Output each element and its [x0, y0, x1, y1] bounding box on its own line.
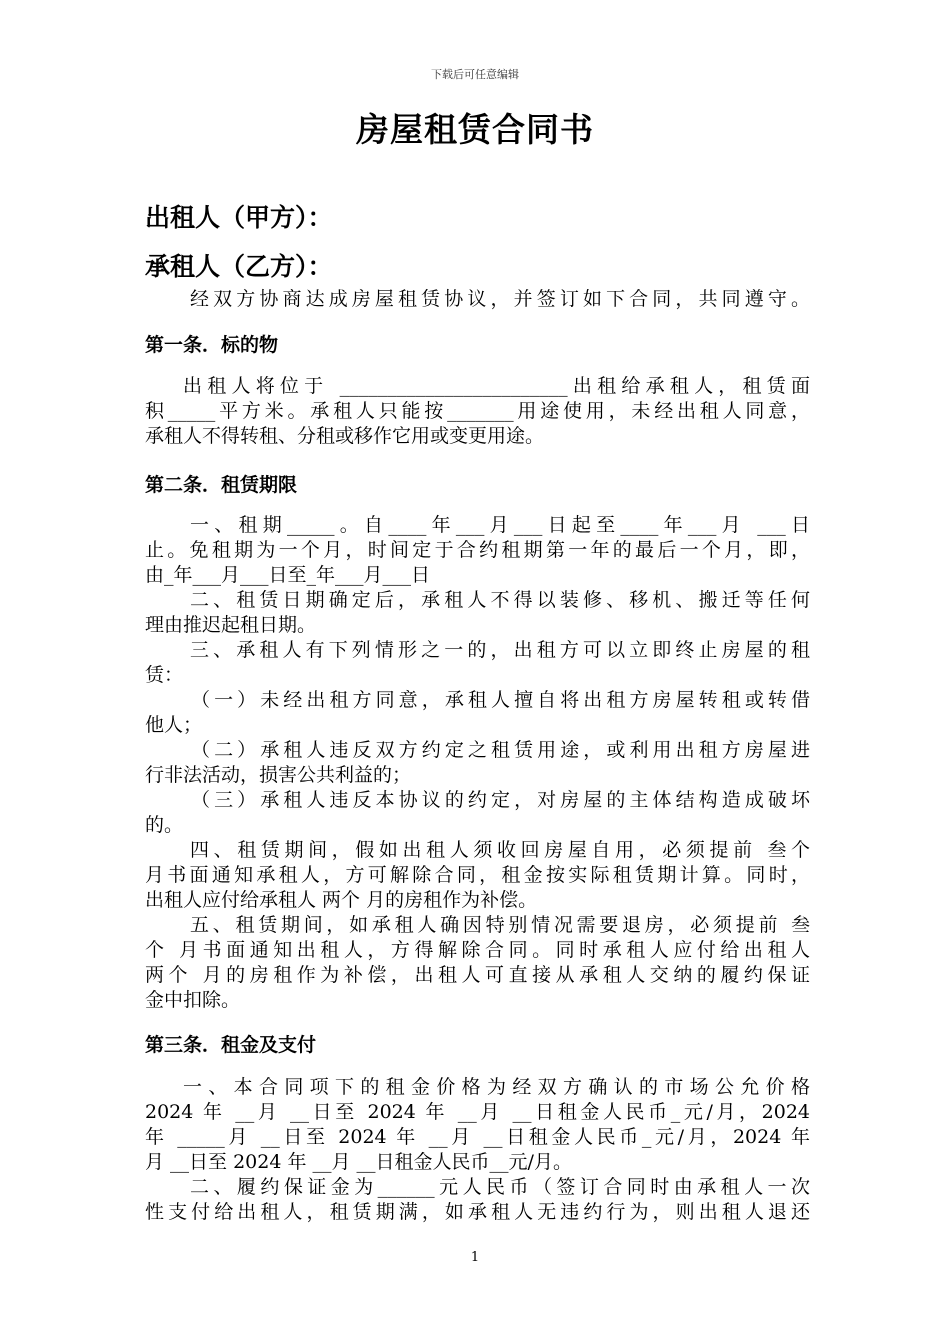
section-3-line: 一、本合同项下的租金价格为经双方确认的市场公允价格: [183, 1076, 810, 1098]
section-2-line: 个 月书面通知出租人，方得解除合同。同时承租人应付给出租人: [145, 939, 810, 961]
section-2-line: 二、租赁日期确定后，承租人不得以装修、移机、搬迁等任何: [190, 589, 810, 611]
section-2-line: 两个 月的房租作为补偿，出租人可直接从承租人交纳的履约保证: [145, 964, 810, 986]
section-2-line: 出租人应付给承租人 两个 月的房租作为补偿。: [145, 889, 538, 911]
section-1-line: 承租人不得转租、分租或移作它用或变更用途。: [145, 425, 545, 447]
section-3-line: 2024 年 __月 __日至 2024 年 __月 __日租金人民币_元/月，2024: [145, 1101, 810, 1123]
section-3-line: 性支付给出租人，租赁期满，如承租人无违约行为，则出租人退还: [145, 1201, 810, 1223]
section-3-line: 年 _____月 __日至 2024 年 __月 __日租金人民币_元/月，2024 年: [145, 1126, 810, 1148]
section-2-line: 理由推迟起租日期。: [145, 614, 317, 636]
section-2-line: 他人；: [145, 714, 203, 736]
section-2-heading: 第二条．租赁期限: [145, 474, 298, 496]
section-2-line: 五、租赁期间，如承租人确因特别情况需要退房，必须提前 叁: [190, 914, 810, 936]
section-2-line: （一）未经出租方同意，承租人擅自将出租方房屋转租或转借: [191, 689, 810, 711]
section-2-line: 由_年___月___日至_年___月___日: [145, 564, 431, 586]
page-number: 1: [470, 1250, 480, 1265]
document-title: 房屋租赁合同书: [356, 110, 594, 149]
section-3-line: 月 __日至 2024 年 __月 __日租金人民币__元/月。: [145, 1151, 572, 1173]
section-2-line: 赁：: [145, 664, 184, 686]
section-2-line: 止。免租期为一个月，时间定于合约租期第一年的最后一个月，即，: [145, 539, 810, 561]
section-2-line: 行非法活动，损害公共利益的；: [145, 764, 412, 786]
section-2-line: （三）承租人违反本协议的约定，对房屋的主体结构造成破坏: [191, 789, 810, 811]
section-2-line: 月书面通知承租人，方可解除合同，租金按实际租赁期计算。同时，: [145, 864, 810, 886]
section-1-heading: 第一条．标的物: [145, 334, 279, 356]
section-2-line: 三、承租人有下列情形之一的，出租方可以立即终止房屋的租: [190, 639, 810, 661]
section-2-line: 金中扣除。: [145, 989, 241, 1011]
section-3-heading: 第三条．租金及支付: [145, 1034, 317, 1056]
party-b-label: 承租人（乙方）：: [145, 252, 333, 281]
party-a-label: 出租人（甲方）：: [145, 203, 333, 232]
header-note: 下载后可任意编辑: [431, 68, 519, 81]
section-1-line: 出租人将位于 ________________________出租给承租人，租赁面: [183, 375, 810, 397]
section-3-line: 二、履约保证金为______元人民币（签订合同时由承租人一次: [190, 1176, 810, 1198]
section-2-line: （二）承租人违反双方约定之租赁用途，或利用出租方房屋进: [191, 739, 810, 761]
section-2-line: 四、租赁期间，假如出租人须收回房屋自用，必须提前 叁个: [190, 839, 810, 861]
section-2-line: 一、租期_____。自____年___月___日起至____年___月 ___日: [190, 514, 810, 536]
intro-paragraph: 经双方协商达成房屋租赁协议，并签订如下合同，共同遵守。: [190, 288, 810, 310]
section-1-line: 积_____平方米。承租人只能按_______用途使用，未经出租人同意，: [145, 400, 810, 422]
section-2-line: 的。: [145, 814, 184, 836]
